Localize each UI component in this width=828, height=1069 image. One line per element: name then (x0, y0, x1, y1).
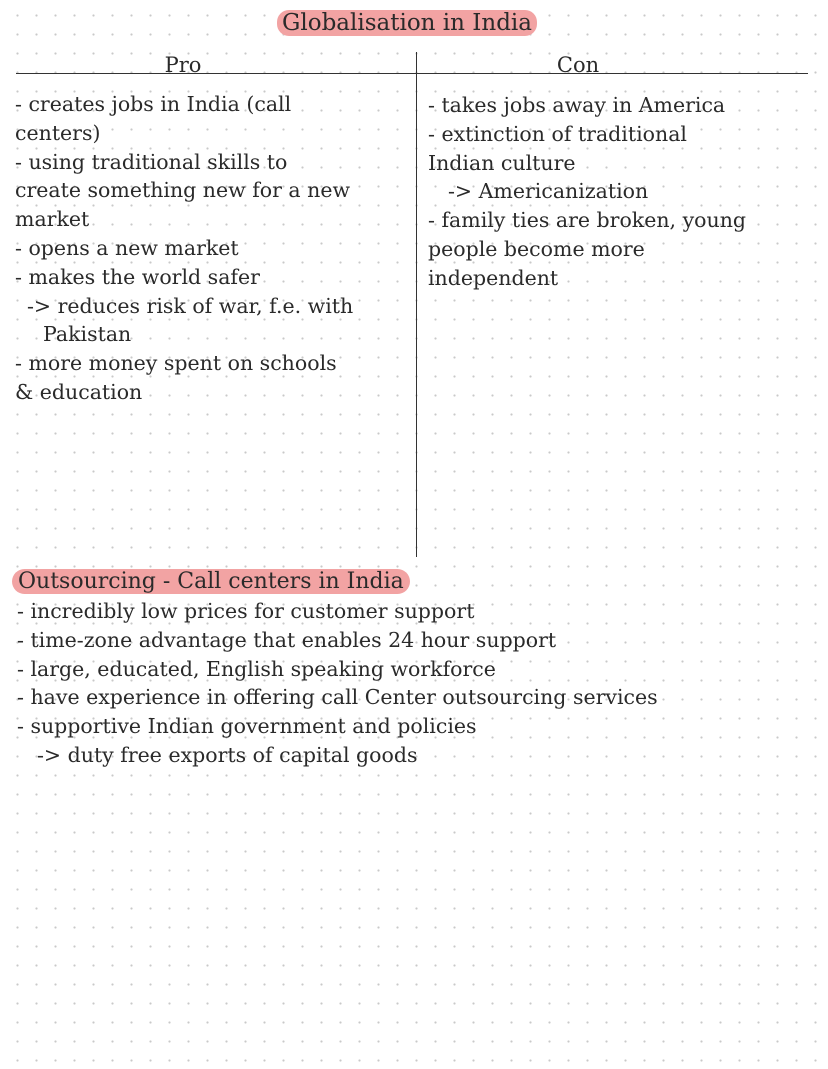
pro-line: Pakistan (43, 322, 132, 347)
pro-line: - more money spent on schools (15, 351, 337, 376)
pro-line: create something new for a new (15, 178, 351, 203)
outsourcing-heading (12, 567, 410, 597)
con-list (428, 91, 746, 293)
con-column-header: Con (556, 53, 600, 77)
pro-line: centers) (15, 120, 101, 145)
outsourcing-line: - incredibly low prices for customer support (17, 599, 475, 623)
con-line: - takes jobs away in America (428, 93, 726, 117)
title-highlight: Globalisation in India (277, 10, 537, 36)
con-line: Indian culture (428, 150, 576, 175)
outsourcing-line: - large, educated, English speaking workforce (17, 656, 496, 681)
page-title (0, 8, 828, 38)
outsourcing-line: - have experience in offering call Center outsourcing services (17, 685, 658, 710)
pro-line: - creates jobs in India (call (15, 92, 292, 116)
pro-line: - opens a new market (15, 235, 239, 260)
pro-column-header: Pro (164, 53, 202, 77)
con-line: people become more (428, 236, 645, 261)
con-line: independent (428, 265, 559, 290)
pro-list (15, 90, 353, 407)
pro-line: - using traditional skills to (15, 149, 288, 174)
outsourcing-highlight: Outsourcing - Call centers in India (12, 569, 410, 594)
column-divider (416, 52, 417, 557)
header-rule (16, 73, 808, 74)
con-line: - family ties are broken, young (428, 208, 747, 233)
pro-line: - makes the world safer (15, 264, 260, 289)
pro-line: -> reduces risk of war, f.e. with (27, 293, 354, 318)
outsourcing-line: - supportive Indian government and policies (17, 714, 477, 739)
con-line: -> Americanization (448, 179, 649, 204)
pro-line: & education (15, 379, 143, 404)
outsourcing-list (17, 597, 658, 770)
pro-line: market (15, 207, 90, 232)
outsourcing-line: -> duty free exports of capital goods (37, 742, 418, 767)
con-line: - extinction of traditional (428, 121, 687, 146)
outsourcing-line: - time-zone advantage that enables 24 hour support (17, 627, 557, 652)
